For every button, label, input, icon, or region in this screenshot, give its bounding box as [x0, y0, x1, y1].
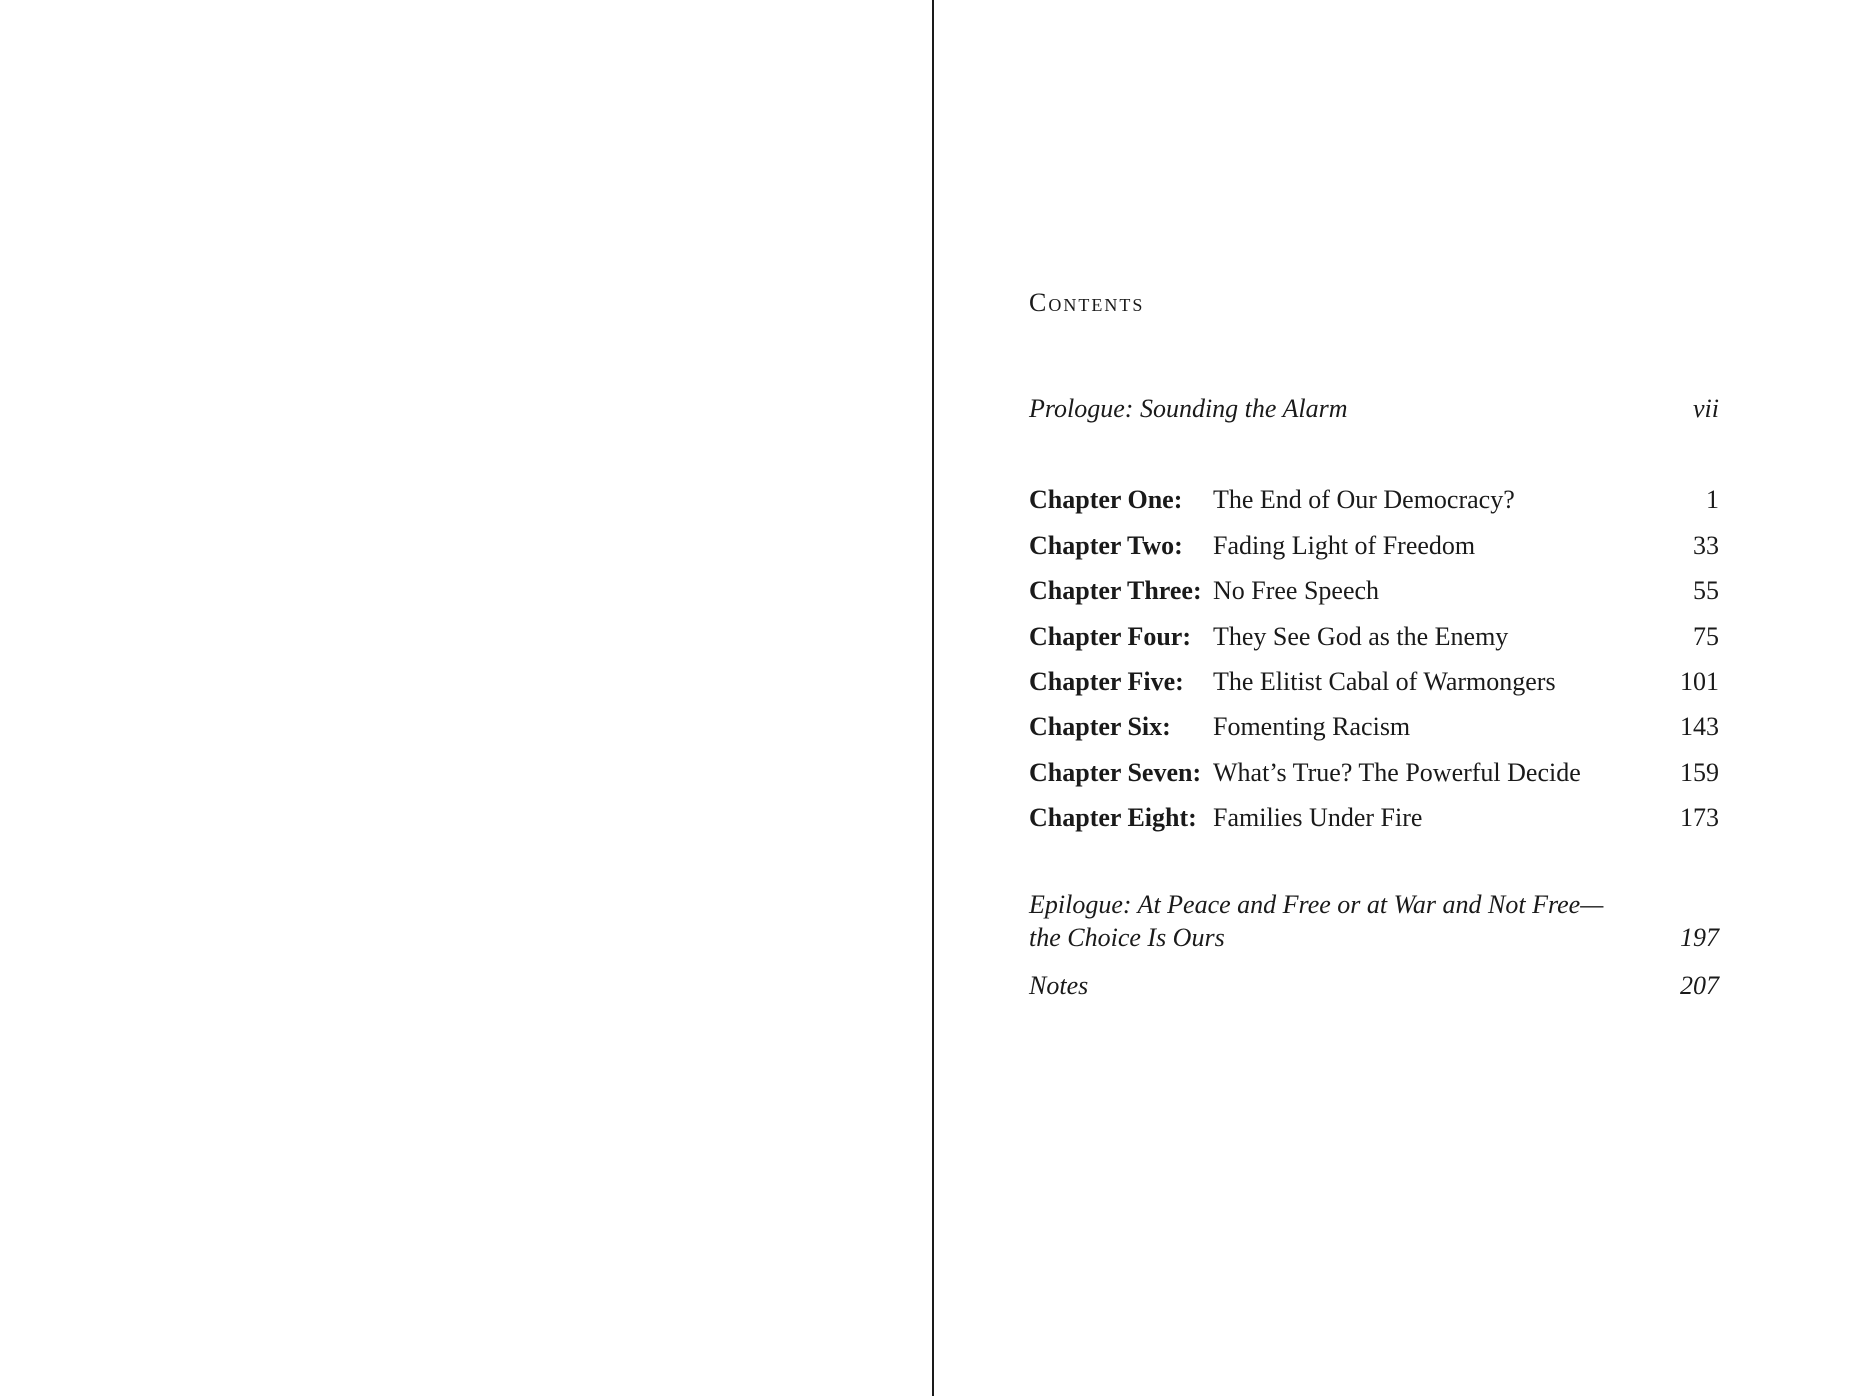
epilogue-title-line1: Epilogue: At Peace and Free or at War and Not Free— [1029, 890, 1604, 919]
notes-title: Notes [1029, 971, 1089, 1000]
toc-entry-chapter [1029, 755, 1719, 791]
epilogue-page: 197 [1680, 923, 1719, 952]
chapter-title: Fading Light of Freedom [1213, 531, 1476, 560]
toc-entry-chapter [1029, 482, 1719, 518]
chapter-label: Chapter One: [1029, 485, 1183, 514]
chapter-label: Chapter Four: [1029, 622, 1192, 651]
toc-entry-chapter [1029, 800, 1719, 836]
chapter-page: 55 [1693, 576, 1719, 605]
toc-entry-notes [1029, 968, 1719, 1004]
chapter-label: Chapter Six: [1029, 712, 1171, 741]
chapter-label: Chapter Two: [1029, 531, 1183, 560]
prologue-title: Prologue: Sounding the Alarm [1029, 394, 1348, 423]
chapter-page: 173 [1680, 803, 1719, 832]
toc-entry-chapter [1029, 573, 1719, 609]
chapter-page: 1 [1706, 485, 1719, 514]
toc-entry-chapter [1029, 528, 1719, 564]
prologue-page: vii [1693, 394, 1719, 423]
chapter-page: 159 [1680, 758, 1719, 787]
chapter-title: Families Under Fire [1213, 803, 1423, 832]
epilogue-title-line2: the Choice Is Ours [1029, 923, 1225, 952]
chapter-page: 75 [1693, 622, 1719, 651]
chapter-title: No Free Speech [1213, 576, 1380, 605]
toc-heading: Contents [1029, 288, 1145, 317]
chapter-label: Chapter Seven: [1029, 758, 1202, 787]
chapter-page: 33 [1693, 531, 1719, 560]
right-page [934, 0, 1862, 1396]
chapter-title: Fomenting Racism [1213, 712, 1411, 741]
chapter-title: They See God as the Enemy [1213, 622, 1509, 651]
notes-page: 207 [1680, 971, 1719, 1000]
toc-entry-chapter [1029, 709, 1719, 745]
chapter-label: Chapter Five: [1029, 667, 1184, 696]
chapter-title: The End of Our Democracy? [1213, 485, 1515, 514]
chapter-title: What’s True? The Powerful Decide [1213, 758, 1581, 787]
toc-entry-prologue [1029, 391, 1719, 427]
chapter-page: 143 [1680, 712, 1719, 741]
chapter-label: Chapter Eight: [1029, 803, 1197, 832]
chapter-label: Chapter Three: [1029, 576, 1202, 605]
toc-entry-chapter [1029, 619, 1719, 655]
chapter-page: 101 [1680, 667, 1719, 696]
toc-entry-chapter [1029, 664, 1719, 700]
chapter-title: The Elitist Cabal of Warmongers [1213, 667, 1556, 696]
toc-entry-epilogue [1029, 888, 1719, 958]
